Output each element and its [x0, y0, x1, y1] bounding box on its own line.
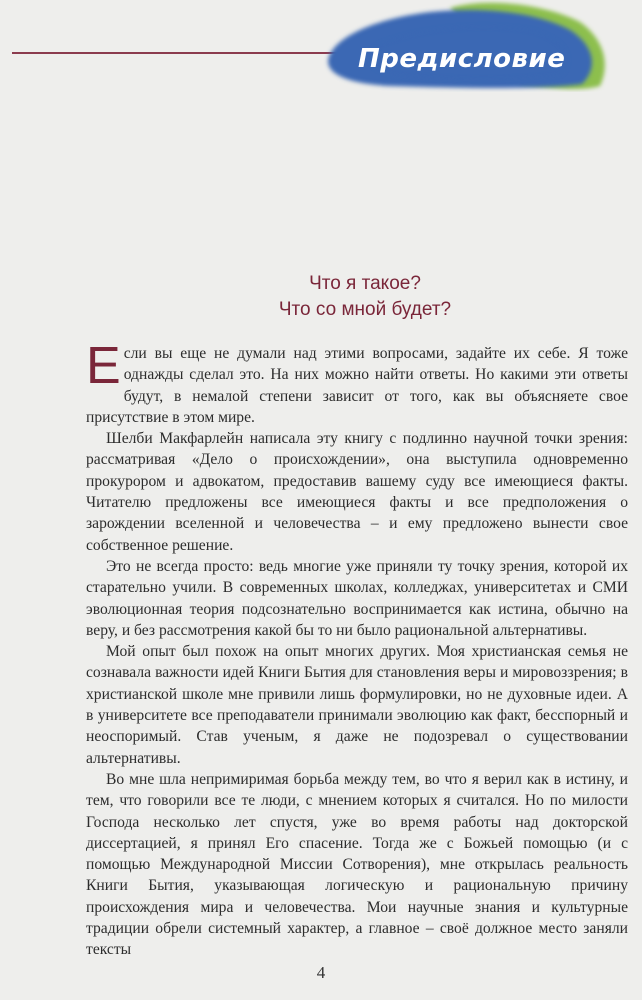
- paragraph: Мой опыт был похож на опыт многих других. Моя христианская семья не сознавала важности идей Книги Бытия для становления веры и мировоззрения; в христианской школе мне привили лишь формулировки, но не духовные идеи. А в университете все преподаватели принимали эволюцию как факт, бесспорный и неоспоримый. Став ученым, я даже не подозревал о существовании альтернативы.: [86, 643, 628, 767]
- drop-cap: Е: [86, 337, 121, 395]
- page-number: 4: [316, 963, 326, 982]
- page-title: Предисловие: [358, 44, 566, 74]
- section-subheading-line-1: Что я такое?: [309, 273, 421, 294]
- paragraph: [86, 337, 628, 428]
- paragraph: Шелби Макфарлейн написала эту книгу с подлинно научной точки зрения: рассматривая «Дело о происхождении», она выступила одновременно прокурором и адвокатом, предоставив вашему суду все имеющиеся факты. Читателю предложены все имеющиеся факты и все предположения о зарождении вселенной и человечества – и ему предложено вынести свое собственное решение.: [86, 430, 628, 554]
- paragraph-text: сли вы еще не думали над этими вопросами, задайте их себе. Я тоже однажды сделал это. На них можно найти ответы. Но какими эти ответы будут, в немалой степени зависит от того, как вы объясняете свое присутствие в этом мире.: [86, 345, 628, 426]
- paragraph: Во мне шла непримиримая борьба между тем, во что я верил как в истину, и тем, что говорили все те люди, с мнением которых я считался. Но по милости Господа несколько лет спустя, уже во время работы над докторской диссертацией, я принял Его спасение. Тогда же с Божьей помощью (и с помощью Международной Миссии Сотворения), мне открылась реальность Книги Бытия, указывающая логическую и рациональную причину происхождения мира и человечества. Мои научные знания и культурные традиции обрели системный характер, а главное – своё должное место заняли тексты: [86, 770, 628, 959]
- body-text: [86, 337, 628, 961]
- paragraph: Это не всегда просто: ведь многие уже приняли ту точку зрения, которой их старательно учили. В современных школах, колледжах, университетах и СМИ эволюционная теория подсознательно воспринимается как истина, обычно на веру, и без рассмотрения какой бы то ни было рациональной альтернативы.: [86, 557, 628, 639]
- section-subheading-line-2: Что со мной будет?: [278, 299, 452, 320]
